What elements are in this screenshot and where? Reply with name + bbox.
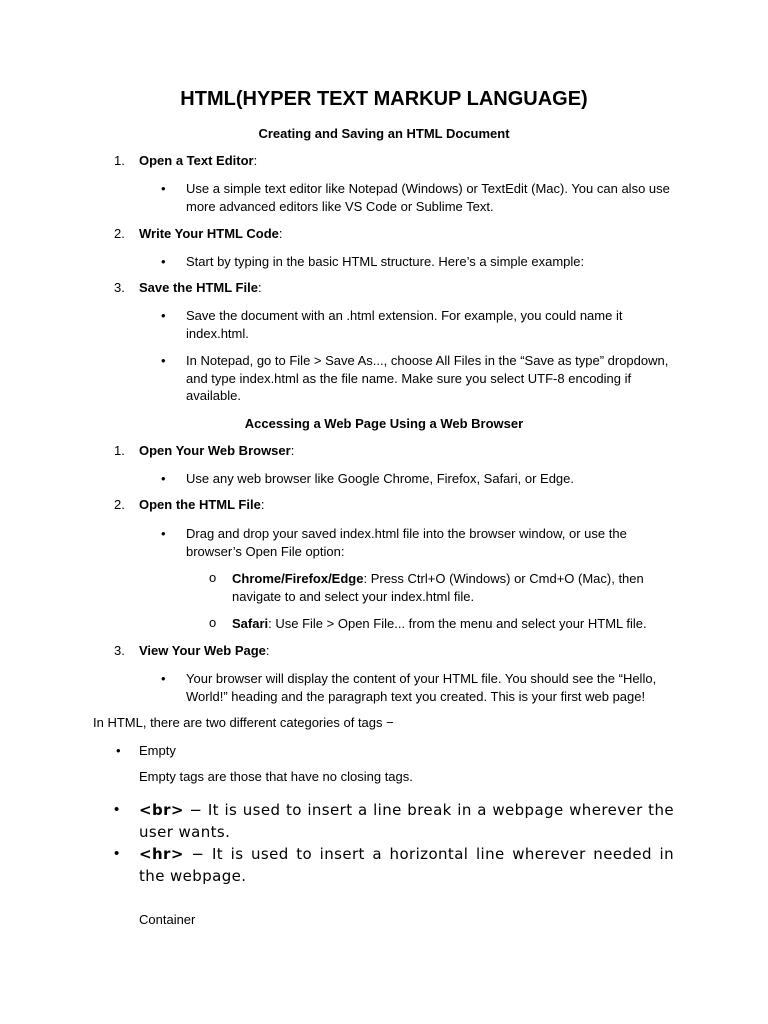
step-number: 2. — [114, 226, 125, 241]
bullet-icon: • — [161, 254, 166, 269]
step-save-file: Save the HTML File: — [139, 280, 262, 295]
category-empty: Empty — [139, 743, 176, 758]
sub-bullet-chrome: Chrome/Firefox/Edge: Press Ctrl+O (Windows) or Cmd+O (Mac), then navigate to and select your index.html file. — [232, 571, 644, 604]
step-number: 3. — [114, 643, 125, 658]
intro-paragraph: In HTML, there are two different categories of tags − — [93, 715, 394, 730]
sub-bullet-safari: Safari: Use File > Open File... from the menu and select your HTML file. — [232, 616, 647, 631]
bullet-icon: • — [116, 743, 121, 758]
step-number: 3. — [114, 280, 125, 295]
step-open-browser: Open Your Web Browser: — [139, 443, 295, 458]
hr-tag-item: <hr> − It is used to insert a horizontal line wherever needed in the webpage. — [139, 845, 674, 885]
step-number: 1. — [114, 153, 125, 168]
section-heading-accessing: Accessing a Web Page Using a Web Browser — [244, 416, 524, 431]
step-open-html-file: Open the HTML File: — [139, 497, 265, 512]
bullet-icon: • — [161, 308, 166, 323]
bullet-text: In Notepad, go to File > Save As..., choose All Files in the “Save as type” dropdown, and type index.html as the file name. Make sure you select UTF-8 encoding if available. — [186, 353, 669, 403]
section-heading-creating: Creating and Saving an HTML Document — [258, 126, 510, 141]
bullet-text: Use any web browser like Google Chrome, Firefox, Safari, or Edge. — [186, 471, 575, 486]
bullet-text: Drag and drop your saved index.html file into the browser window, or use the browser’s Open File option: — [186, 526, 627, 559]
bullet-icon: • — [161, 181, 166, 196]
bullet-text: Start by typing in the basic HTML structure. Here’s a simple example: — [186, 254, 585, 269]
document-title: HTML(HYPER TEXT MARKUP LANGUAGE) — [180, 88, 588, 110]
bullet-text: Use a simple text editor like Notepad (Windows) or TextEdit (Mac). You can also use more advanced editors like VS Code or Sublime Text. — [186, 181, 670, 214]
step-open-editor: Open a Text Editor: — [139, 153, 258, 168]
step-write-code: Write Your HTML Code: — [139, 226, 283, 241]
bullet-icon: • — [161, 471, 166, 486]
bullet-icon: • — [161, 526, 166, 541]
bullet-text: Save the document with an .html extension. For example, you could name it index.html. — [186, 308, 623, 341]
sub-bullet-icon: o — [209, 570, 217, 585]
empty-description: Empty tags are those that have no closing tags. — [139, 769, 413, 784]
bullet-text: Your browser will display the content of your HTML file. You should see the “Hello, World!” heading and the paragraph text you created. This is your first web page! — [186, 671, 657, 704]
step-number: 1. — [114, 443, 125, 458]
bullet-icon: • — [114, 845, 120, 862]
step-number: 2. — [114, 497, 125, 512]
bullet-icon: • — [161, 353, 166, 368]
br-tag-item: <br> − It is used to insert a line break in a webpage wherever the user wants. — [139, 801, 674, 841]
bullet-icon: • — [161, 671, 166, 686]
sub-bullet-icon: o — [209, 615, 217, 630]
bullet-icon: • — [114, 801, 120, 818]
category-container: Container — [139, 912, 196, 927]
step-view-page: View Your Web Page: — [139, 643, 270, 658]
